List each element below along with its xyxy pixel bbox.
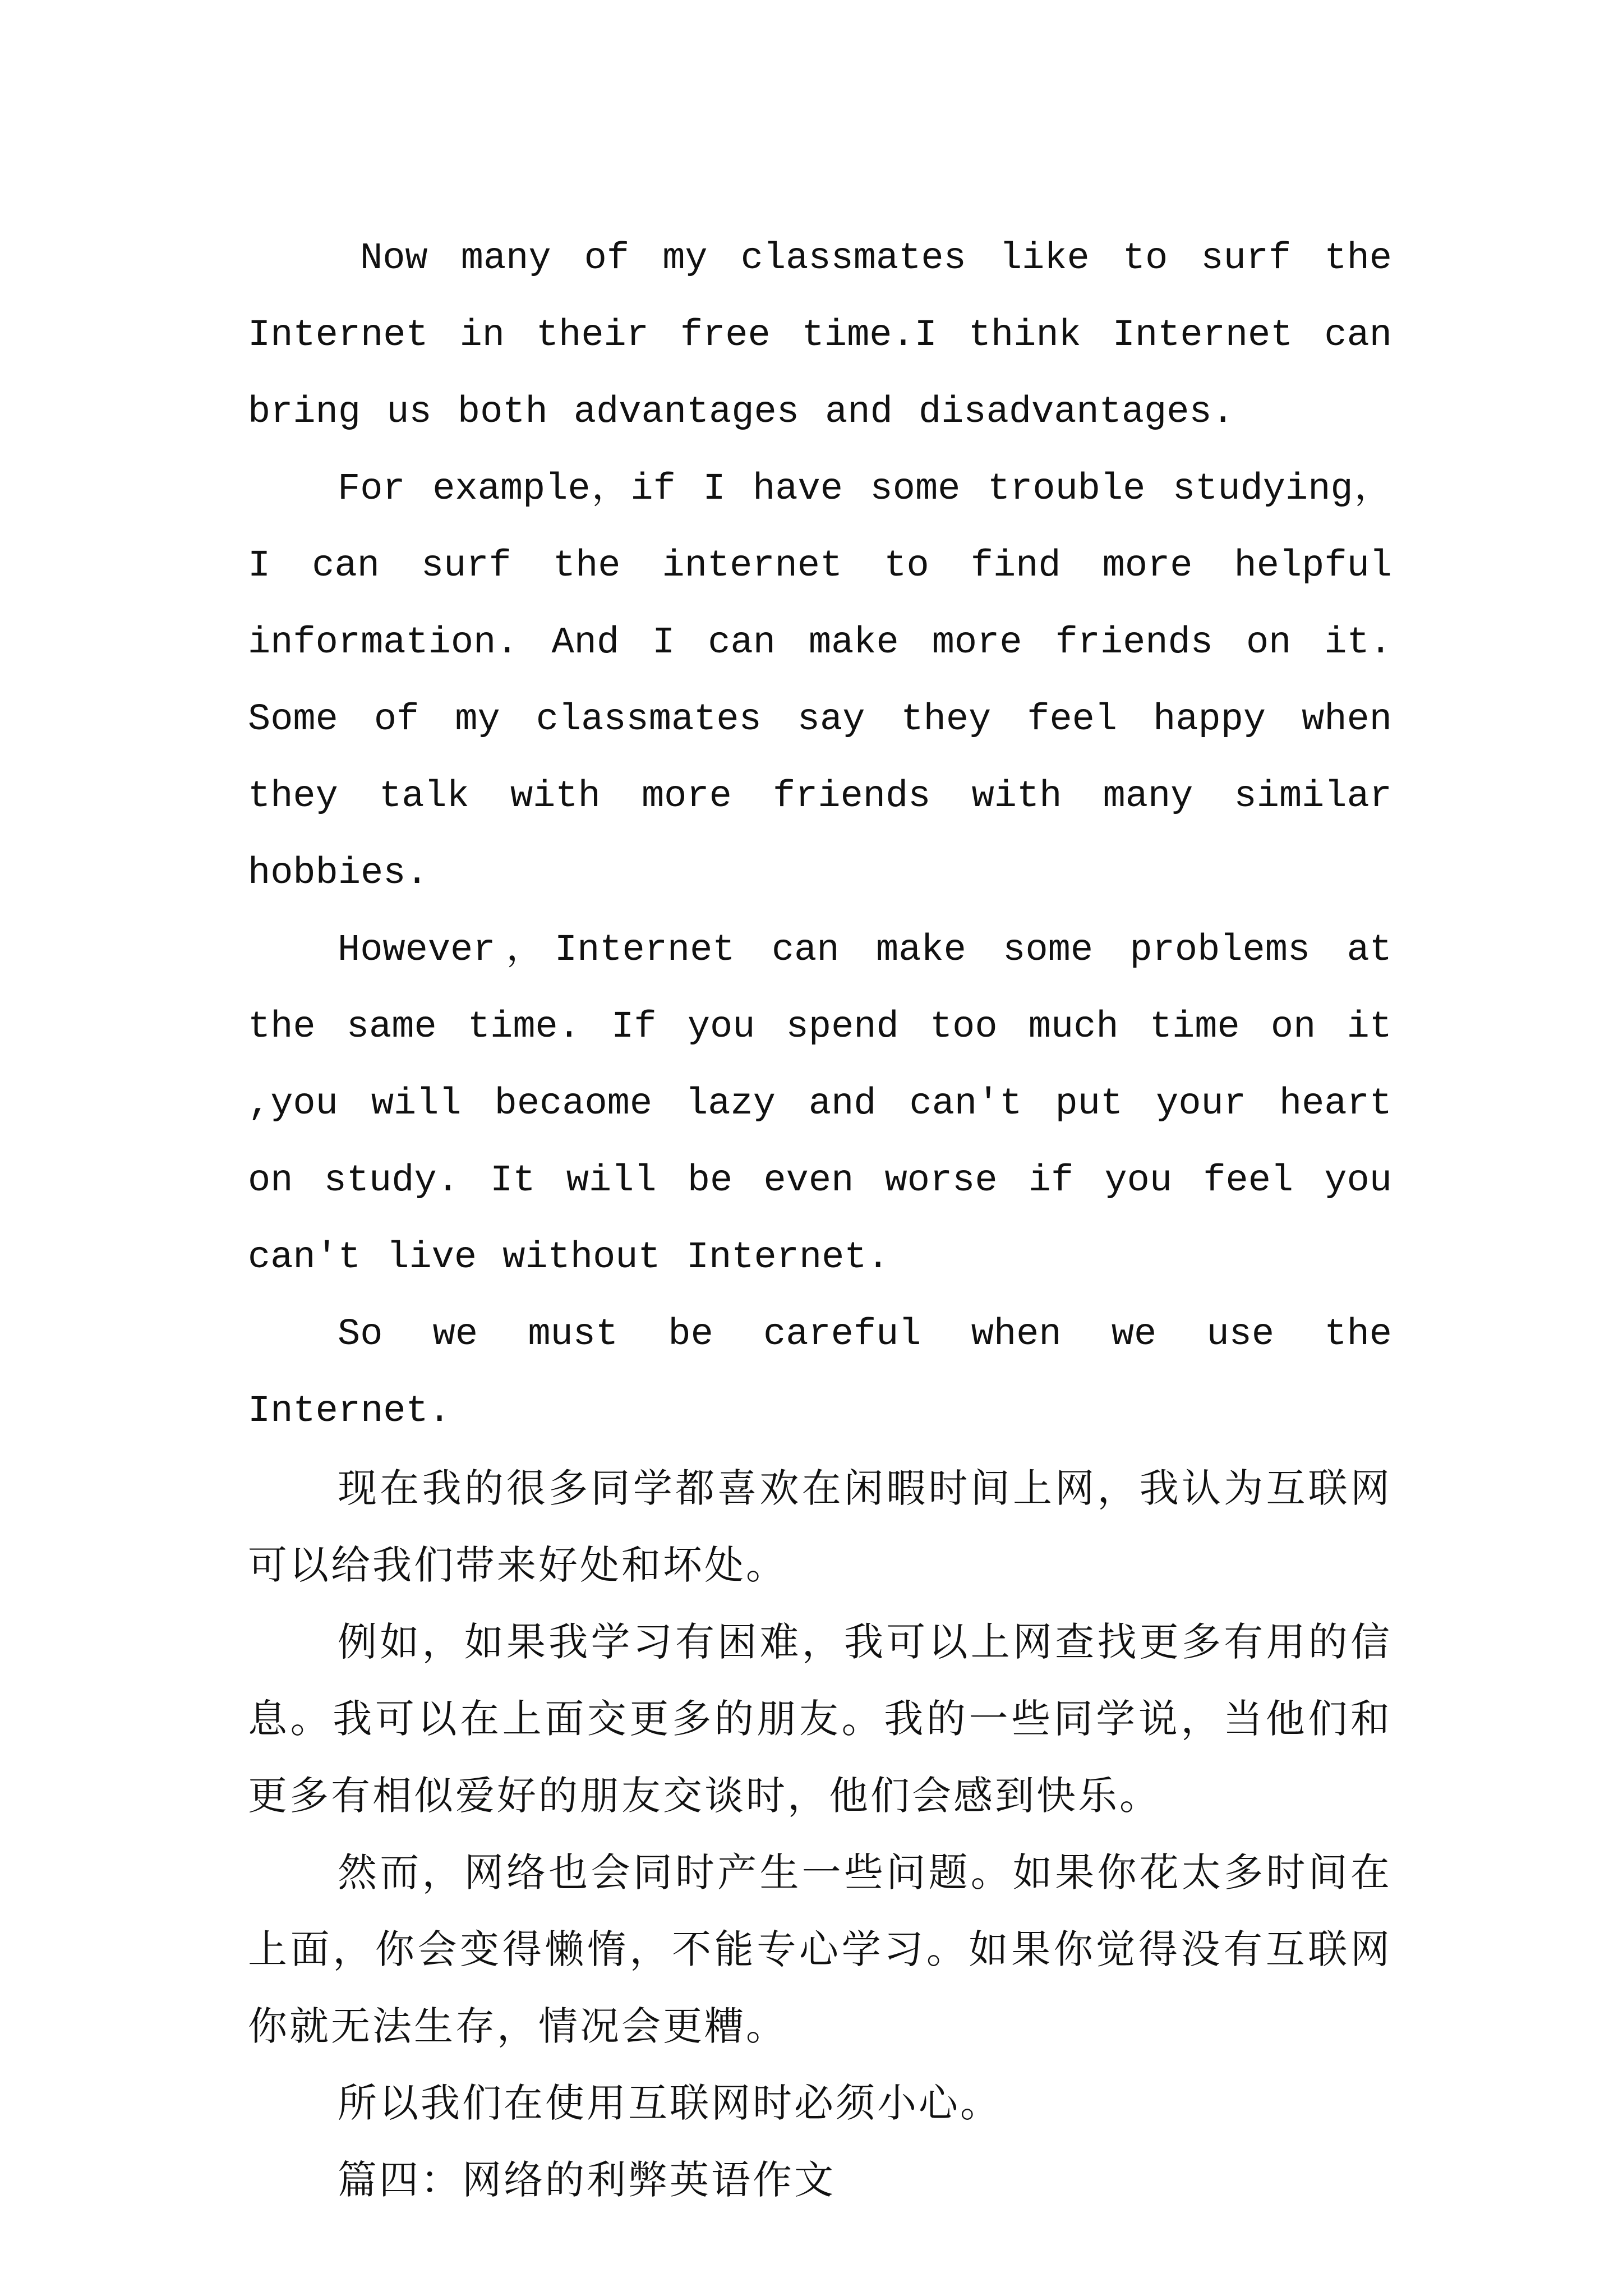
- chinese-paragraph-3: 然而，网络也会同时产生一些问题。如果你花太多时间在上面，你会变得懒惰，不能专心学习。如果你觉得没有互联网你就无法生存，情况会更糟。: [248, 1849, 1392, 2049]
- english-paragraph-4: So we must be careful when we use the Internet.: [248, 1313, 1392, 1433]
- document-body: [248, 220, 1392, 2219]
- chinese-paragraph-1: 现在我的很多同学都喜欢在闲暇时间上网，我认为互联网可以给我们带来好处和坏处。: [248, 1465, 1392, 1588]
- chinese-paragraph-2: 例如，如果我学习有困难，我可以上网查找更多有用的信息。我可以在上面交更多的朋友。我的一些同学说，当他们和更多有相似爱好的朋友交谈时，他们会感到快乐。: [248, 1619, 1392, 1819]
- chinese-paragraph-4: 所以我们在使用互联网时必须小心。: [338, 2080, 1002, 2126]
- section-heading: 篇四：网络的利弊英语作文: [338, 2157, 836, 2203]
- english-paragraph-1: Now many of my classmates like to surf the Internet in their free time.I think Internet can bring us both advantages and disadvantages.: [248, 237, 1392, 434]
- english-paragraph-3: However，Internet can make some problems at the same time. If you spend too much time on it ,you will becaome lazy and can't put your heart on study. It will be even worse if you feel you can't live without Internet.: [248, 929, 1392, 1279]
- english-paragraph-2: For example，if I have some trouble studying， I can surf the internet to find more helpful information. And I can make more friends on it. Some of my classmates say they feel happy when they talk with more friends with many similar hobbies.: [248, 468, 1392, 895]
